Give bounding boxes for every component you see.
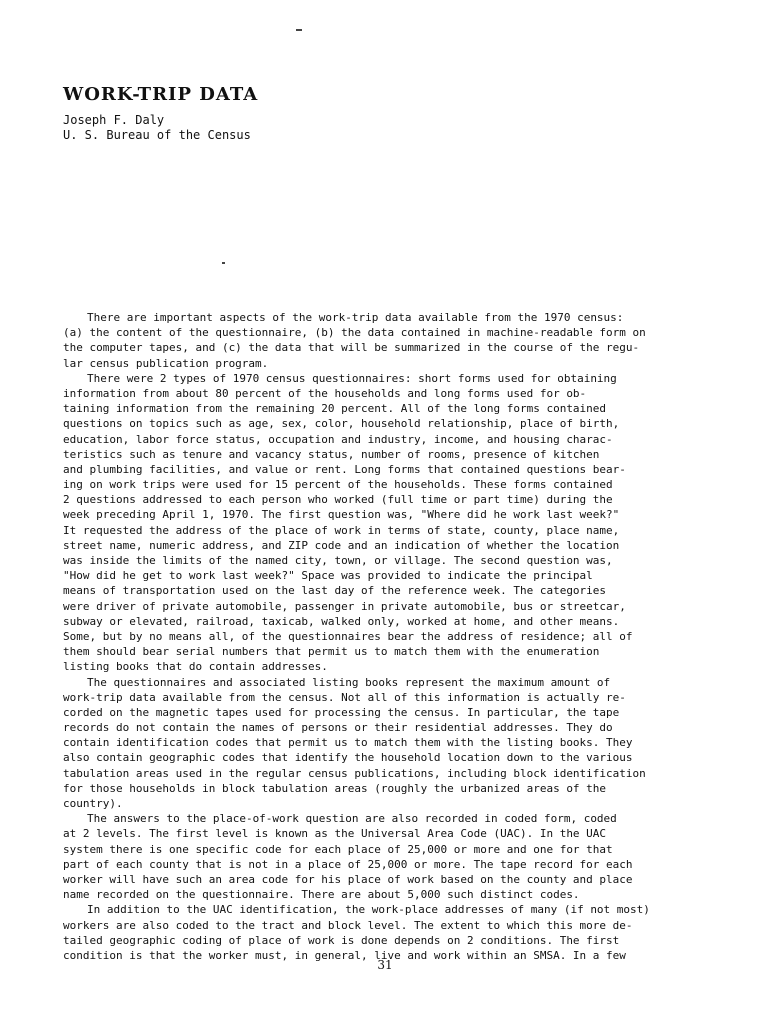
text-line: It requested the address of the place of work in terms of state, county, place name, xyxy=(63,523,620,537)
text-line: (a) the content of the questionnaire, (b) the data contained in machine-readable form on xyxy=(63,326,646,340)
text-line: the computer tapes, and (c) the data that will be summarized in the course of the regu- xyxy=(63,341,640,355)
text-line: name recorded on the questionnaire. There are about 5,000 such distinct codes. xyxy=(63,888,580,902)
text-line: The answers to the place-of-work question are also recorded in coded form, coded xyxy=(87,812,617,826)
scan-speck xyxy=(296,29,302,31)
paper-title: WORK-TRIP DATA xyxy=(63,84,259,105)
page-number: 31 xyxy=(377,958,393,972)
text-line: records do not contain the names of persons or their residential addresses. They do xyxy=(63,721,613,735)
text-line: workers are also coded to the tract and block level. The extent to which this more de- xyxy=(63,918,633,932)
text-line: also contain geographic codes that identify the household location down to the various xyxy=(63,751,633,765)
text-line: In addition to the UAC identification, the work-place addresses of many (if not most) xyxy=(87,903,650,917)
text-line: questions on topics such as age, sex, color, household relationship, place of birth, xyxy=(63,417,620,431)
text-line: tabulation areas used in the regular census publications, including block identification xyxy=(63,766,646,780)
scan-speck xyxy=(222,262,225,264)
text-line: education, labor force status, occupation and industry, income, and housing charac- xyxy=(63,432,613,446)
text-line: teristics such as tenure and vacancy status, number of rooms, presence of kitchen xyxy=(63,447,600,461)
text-line: lar census publication program. xyxy=(63,356,269,370)
text-line: Some, but by no means all, of the questionnaires bear the address of residence; all of xyxy=(63,629,633,643)
text-line: was inside the limits of the named city, town, or village. The second question was, xyxy=(63,554,613,567)
text-line: listing books that do contain addresses. xyxy=(63,660,328,674)
text-line: part of each county that is not in a place of 25,000 or more. The tape record for each xyxy=(63,857,633,871)
text-line: street name, numeric address, and ZIP code and an indication of whether the location xyxy=(63,538,620,552)
text-line: tailed geographic coding of place of work is done depends on 2 conditions. The first xyxy=(63,933,620,947)
text-line: them should bear serial numbers that permit us to match them with the enumeration xyxy=(63,645,600,659)
text-line: and plumbing facilities, and value or rent. Long forms that contained questions bear- xyxy=(63,462,626,476)
text-line: country). xyxy=(63,797,123,810)
text-line: "How did he get to work last week?" Space was provided to indicate the principal xyxy=(63,569,593,583)
text-line: The questionnaires and associated listing books represent the maximum amount of xyxy=(87,675,611,689)
text-line: system there is one specific code for each place of 25,000 or more and one for that xyxy=(63,842,613,856)
text-line: subway or elevated, railroad, taxicab, walked only, worked at home, and other means. xyxy=(63,614,620,628)
text-line: were driver of private automobile, passenger in private automobile, bus or streetcar, xyxy=(63,599,626,613)
body-text xyxy=(63,310,713,963)
text-line: condition is that the worker must, in general, live and work within an SMSA. In a few xyxy=(63,948,626,962)
text-line: contain identification codes that permit us to match them with the listing books. They xyxy=(63,736,633,750)
text-line: information from about 80 percent of the households and long forms used for ob- xyxy=(63,386,587,400)
text-line: There are important aspects of the work-trip data available from the 1970 census: xyxy=(87,311,624,324)
text-line: 2 questions addressed to each person who worked (full time or part time) during the xyxy=(63,493,613,507)
text-line: corded on the magnetic tapes used for processing the census. In particular, the tape xyxy=(63,705,620,719)
text-line: for those households in block tabulation areas (roughly the urbanized areas of the xyxy=(63,781,607,795)
text-line: at 2 levels. The first level is known as the Universal Area Code (UAC). In the UAC xyxy=(63,827,607,841)
text-line: means of transportation used on the last day of the reference week. The categories xyxy=(63,584,607,598)
author-block xyxy=(63,113,251,143)
author-name: Joseph F. Daly xyxy=(63,113,165,127)
text-line: worker will have such an area code for his place of work based on the county and place xyxy=(63,872,633,886)
text-line: work-trip data available from the census. Not all of this information is actually re- xyxy=(63,690,626,704)
text-line: There were 2 types of 1970 census questionnaires: short forms used for obtaining xyxy=(87,371,617,385)
text-line: taining information from the remaining 20 percent. All of the long forms contained xyxy=(63,402,607,416)
text-line: week preceding April 1, 1970. The first question was, "Where did he work last week?" xyxy=(63,508,620,522)
text-line: ing on work trips were used for 15 percent of the households. These forms contained xyxy=(63,478,613,492)
author-affiliation: U. S. Bureau of the Census xyxy=(63,128,251,142)
